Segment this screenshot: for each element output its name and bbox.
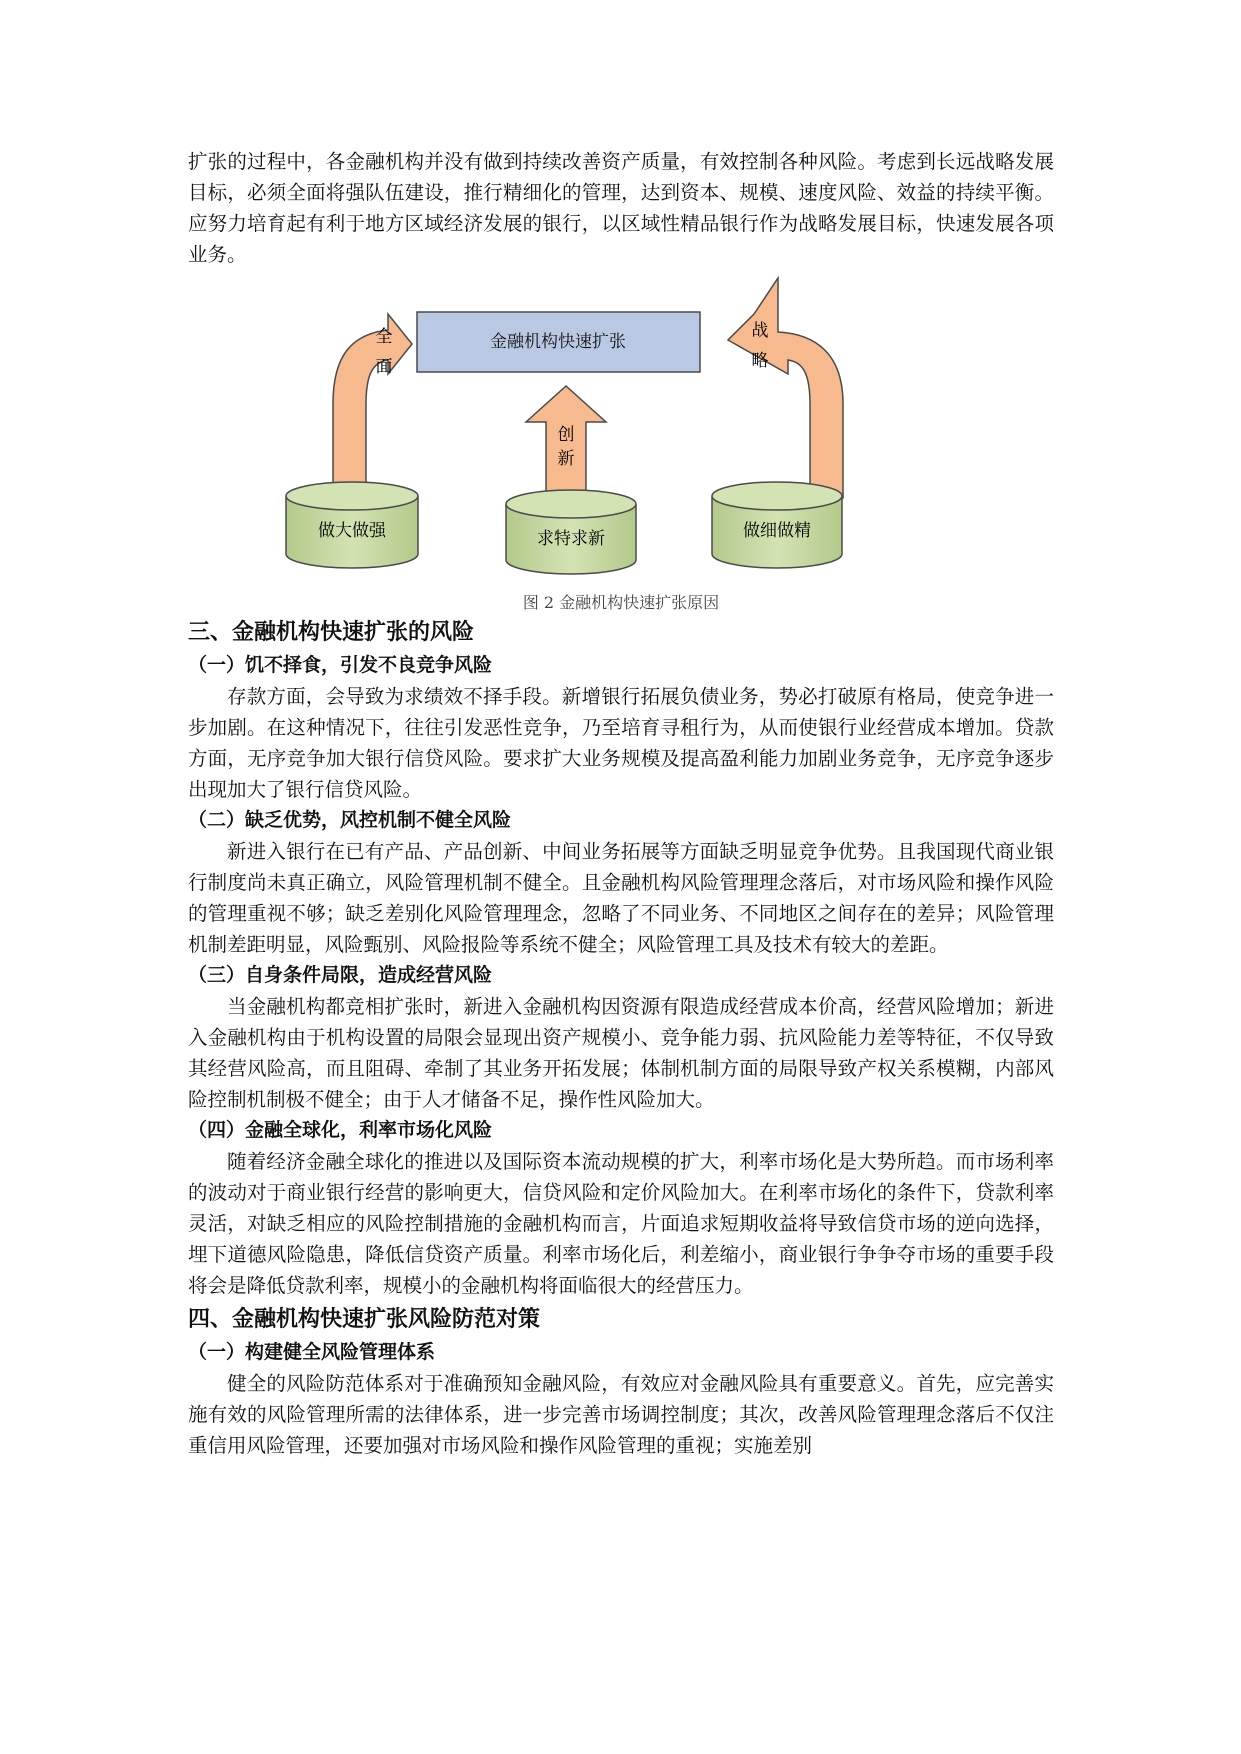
left-arrow-char-2: 面 [375,357,393,377]
right-cylinder-label: 做细做精 [743,521,811,541]
section-4-title: 四、金融机构快速扩张风险防范对策 [188,1307,541,1332]
subsection-4-1-text: 健全的风险防范体系对于准确预知金融风险，有效应对金融风险具有重要意义。首先，应完善实施有效的风险管理所需的法律体系，进一步完善市场调控制度；其次，改善风险管理理念落后不仅注重信用风险管理，还要加强对市场风险和操作风险管理的重视；实施差别 [188,1372,1054,1457]
left-cylinder [286,482,418,568]
top-box-label: 金融机构快速扩张 [490,332,626,352]
subsection-3-1-title: （一）饥不择食，引发不良竞争风险 [188,654,493,676]
section-3-title: 三、金融机构快速扩张的风险 [188,620,475,645]
left-arrow-char-1: 全 [375,327,393,347]
top-box [417,312,700,372]
right-arrow [728,278,843,498]
center-arrow-char-2: 新 [557,449,575,469]
center-arrow-char-1: 创 [557,425,575,445]
subsection-3-3-title: （三）自身条件局限，造成经营风险 [188,964,493,986]
document-body [188,146,1054,1461]
intro-paragraph: 扩张的过程中，各金融机构并没有做到持续改善资产质量，有效控制各种风险。考虑到长远战略发展目标，必须全面将强队伍建设，推行精细化的管理，达到资本、规模、速度风险、效益的持续平衡。应努力培育起有利于地方区域经济发展的银行，以区域性精品银行作为战略发展目标，快速发展各项业务。 [188,150,1054,266]
right-arrow-char-2: 略 [751,351,769,371]
subsection-3-2-title: （二）缺乏优势，风控机制不健全风险 [188,809,512,831]
center-cylinder [506,490,636,574]
subsection-3-1-text: 存款方面，会导致为求绩效不择手段。新增银行拓展负债业务，势必打破原有格局，使竞争进一步加剧。在这种情况下，往往引发恶性竞争，乃至培育寻租行为，从而使银行业经营成本增加。贷款方面，无序竞争加大银行信贷风险。要求扩大业务规模及提高盈利能力加剧业务竞争，无序竞争逐步出现加大了银行信贷风险。 [188,685,1054,801]
right-cylinder [712,482,842,568]
subsection-3-2-text: 新进入银行在已有产品、产品创新、中间业务拓展等方面缺乏明显竞争优势。且我国现代商业银行制度尚未真正确立，风险管理机制不健全。且金融机构风险管理理念落后，对市场风险和操作风险的管理重视不够；缺乏差别化风险管理理念，忽略了不同业务、不同地区之间存在的差异；风险管理机制差距明显，风险甄别、风险报险等系统不健全；风险管理工具及技术有较大的差距。 [188,840,1054,956]
center-cylinder-label: 求特求新 [537,529,605,549]
left-arrow [333,314,412,498]
figure-caption: 图 2 金融机构快速扩张原因 [522,593,720,612]
left-cylinder-label: 做大做强 [318,521,386,541]
figure-2 [188,274,1054,614]
subsection-3-4-text: 随着经济金融全球化的推进以及国际资本流动规模的扩大，利率市场化是大势所趋。而市场利率的波动对于商业银行经营的影响更大，信贷风险和定价风险加大。在利率市场化的条件下，贷款利率灵活，对缺乏相应的风险控制措施的金融机构而言，片面追求短期收益将导致信贷市场的逆向选择，埋下道德风险隐患，降低信贷资产质量。利率市场化后，利差缩小，商业银行争争夺市场的重要手段将会是降低贷款利率，规模小的金融机构将面临很大的经营压力。 [188,1150,1054,1297]
subsection-3-3-text: 当金融机构都竞相扩张时，新进入金融机构因资源有限造成经营成本价高，经营风险增加；新进入金融机构由于机构设置的局限会显现出资产规模小、竞争能力弱、抗风险能力差等特征，不仅导致其经营风险高，而且阻碍、牵制了其业务开拓发展；体制机制方面的局限导致产权关系模糊，内部风险控制机制极不健全；由于人才储备不足，操作性风险加大。 [188,995,1054,1111]
figure-diagram [188,274,1054,590]
subsection-3-4-title: （四）金融全球化，利率市场化风险 [188,1119,493,1141]
subsection-4-1-title: （一）构建健全风险管理体系 [188,1341,436,1363]
right-arrow-char-1: 战 [751,321,769,341]
